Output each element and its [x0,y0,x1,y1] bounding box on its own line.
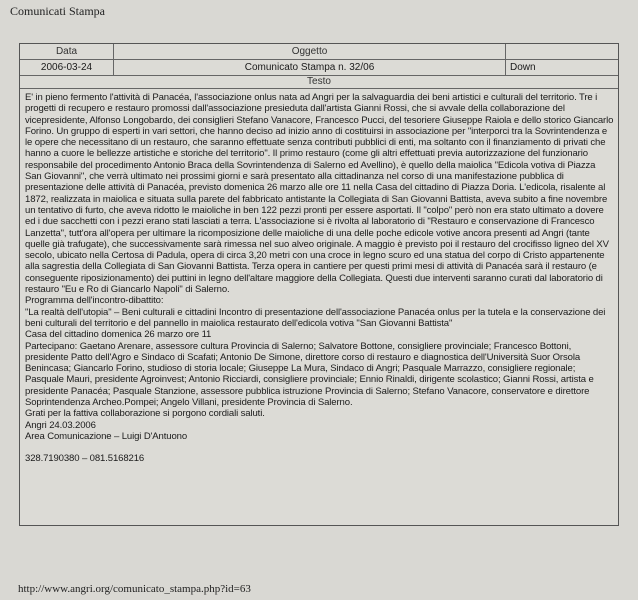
signature-line: Area Comunicazione – Luigi D'Antuono [25,430,188,442]
page-url[interactable]: http://www.angri.org/comunicato_stampa.php?id=63 [18,583,251,595]
body-paragraph: Casa del cittadino domenica 26 marzo ore 11 [25,329,212,341]
date-line: Angri 24.03.2006 [25,419,96,431]
column-header-date: Data [20,44,114,59]
participants-paragraph: Partecipano: Gaetano Arenare, assessore cultura Provincia di Salerno; Salvatore Bottone, consigliere provinciale; Francesco Bottoni, presidente Patto dell'Agro e Sindaco di Scafati; Antonio De Simone, direttore corso di restauro e diagnostica dell'Università Suor Orsola Benincasa; Giancarlo Forino, studioso di storia locale; Giuseppe La Mura, Sindaco di Angri; Pasquale Marrazzo, consigliere regionale; Pasquale Mauri, presidente Agroinvest; Antonio Ricciardi, consigliere provinciale; Ennio Rinaldi, dirigente scolastico; Gianni Rossi, artista e presidente Panacéa; Pasquale Stanzione, assessore pubblica istruzione Provincia di Salerno; Stefano Vanacore, conservatore e direttore Soprintendenza Archeo.Pompei; Angelo Villani, presidente Provincia di Salerno. [25,340,594,409]
spacer [25,442,614,453]
table-row [20,60,618,76]
table-header-row [20,44,618,60]
phone-numbers: 328.7190380 – 081.5168216 [25,453,145,465]
body-paragraph: E' in pieno fermento l'attività di Panacéa, l'associazione onlus nata ad Angri per la salvaguardia dei beni artistici e culturali del territorio. Tre i progetti di recupero e restauro promossi dall'associazione presieduta dall'artista Gianni Rossi, che si avvale della collaborazione del vicepresidente, Alfonso Longobardo, dei consiglieri Stefano Vanacore, Francesco Pucci, del tesoriere Giuseppe Raiola e dello storico Giancarlo Forino. Un gruppo di esperti in vari settori, che hanno deciso ad inizio anno di costituirsi in associazione per "interporci tra la Sovrintendenza e le opere che necessitano di un restauro, che saranno effettuate senza contributi pubblici di enti, ma soltanto con il finanziamento di privati che hanno a cuore le bellezze artistiche e storiche del territorio". Il primo restauro (come gli altri effettuati previa autorizzazione del funzionario responsabile del procedimento Antonio Braca della Sovrintendenza di Salerno ed Avellino), è quello della maiolica "Edicola votiva di Piazza San Giovanni", che verrà ultimato nei prossimi giorni e sarà presentato alla cittadinanza nel corso di una manifestazione pubblica di presentazione delle attività di Panacéa, previsto domenica 26 marzo alle ore 11 nella Casa del cittadino di Piazza Doria. L'edicola, risalente al 1872, realizzata in maiolica e situata sulla parete del fabbricato antistante la Collegiata di San Giovanni Battista, aveva subito a fine novembre un tentativo di furto, che aveva ridotto le maioliche in ben 122 pezzi pronti per essere asportati. Il "colpo" però non era stato ultimato a dovere ed i due sacchetti con i pezzi erano stati lasciati a terra. L'associazione si è rivolta al laboratorio di "Restauro e conservazione di Francesco Lanzetta", tutt'ora all'opera per ultimare la ricomposizione delle maioliche di una delle poche edicole votive ancora presenti ad Angri (tante quelle già trafugate), che successivamente sarà rimessa nel suo alveo originale. A maggio è previsto poi il restauro del crocifisso ligneo del XV secolo, ubicato nella Certosa di Padula, opera di circa 3,20 metri con una croce in legno scuro ed una statua del corpo di Cristo appartenente alla sagrestia della Collegiata di San Giovanni Battista. Terza opera in cantiere per questi primi mesi di attività di Panacéa sarà il restauro (e conseguente riposizionamento) dei puttini in legno dell'altare maggiore della Collegiata. Questi due interventi saranno curati dal laboratorio di restauro "Eu e Ro di Giancarlo Napoli" di Salerno. [25,92,614,296]
closing-line: Grati per la fattiva collaborazione si porgono cordiali saluti. [25,408,265,420]
column-header-oggetto: Oggetto [114,44,506,59]
download-link[interactable]: Down [510,62,536,73]
body-paragraph: "La realtà dell'utopia" – Beni culturali e cittadini Incontro di presentazione dell'associazione Panacéa onlus per la tutela e la conservazione dei beni culturali del territorio e del pannello in maiolica restaurato dell'edicola votiva "San Giovanni Battista" [25,306,606,329]
oggetto-value: Comunicato Stampa n. 32/06 [114,60,506,75]
press-release-table [19,43,619,526]
date-value: 2006-03-24 [20,60,114,75]
press-release-body [20,89,618,525]
program-heading: Programma dell'incontro-dibattito: [25,295,164,307]
page-title: Comunicati Stampa [10,4,105,18]
column-header-empty [506,44,618,59]
testo-label: Testo [20,76,618,89]
